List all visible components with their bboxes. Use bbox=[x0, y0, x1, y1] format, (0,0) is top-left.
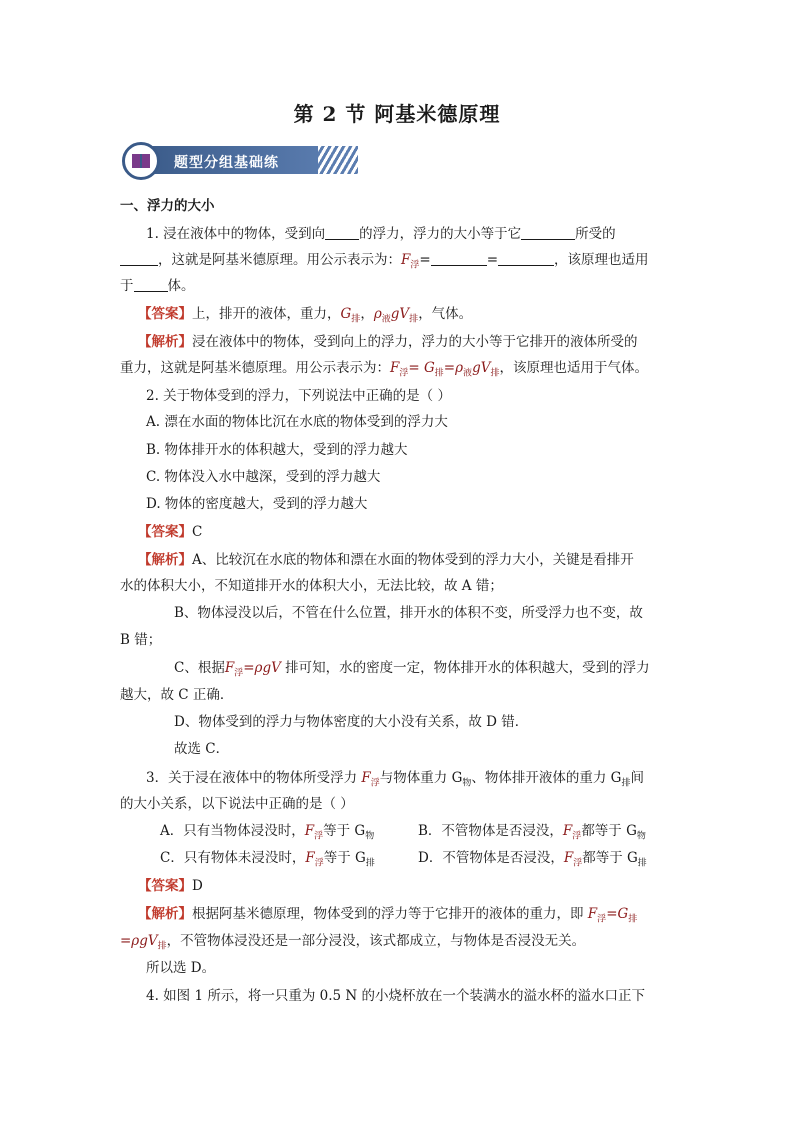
q2-analysis-3: B、物体浸没以后，不管在什么位置，排开水的体积不变，所受浮力也不变，故 bbox=[174, 605, 643, 621]
q3-answer: 【答案】D bbox=[138, 878, 203, 894]
q2-option-b: B. 物体排开水的体积越大，受到的浮力越大 bbox=[146, 442, 408, 458]
q3-analysis-2: =ρgV$_排$，不管物体浸没还是一部分浸没，该式都成立，与物体是否浸没无关。 bbox=[120, 933, 586, 952]
section-banner bbox=[122, 144, 358, 178]
q3-option-b: B．不管物体是否浸没，$F_浮$都等于 $G_物$ bbox=[418, 823, 646, 842]
book-icon bbox=[122, 142, 160, 180]
q1-answer: 【答案】上，排开的液体，重力，$G_排$，$\rho_液gV_排$，气体。 bbox=[138, 306, 473, 325]
page-title: 第 2 节 阿基米德原理 bbox=[293, 102, 501, 126]
q2-analysis-2: 水的体积大小，不知道排开水的体积大小，无法比较，故 A 错； bbox=[120, 578, 503, 594]
q2-analysis-5: C、根据$F_浮=\rho gV$ 排可知，水的密度一定，物体排开水的体积越大，受到的浮力 bbox=[174, 660, 650, 679]
q3-analysis-3: 所以选 D。 bbox=[146, 960, 216, 976]
q2-analysis-8: 故选 C． bbox=[174, 741, 230, 757]
q3-option-c: C．只有物体未浸没时，$F_浮$等于 $G_排$ bbox=[160, 850, 375, 869]
section-heading: 一、浮力的大小 bbox=[120, 198, 215, 214]
banner-stripes bbox=[318, 146, 358, 174]
q2-analysis-6: 越大，故 C 正确． bbox=[120, 687, 234, 703]
q1-analysis-2: 重力，这就是阿基米德原理。用公示表示为：$F_浮= G_排=\rho_液gV_排$，该原理也适用于气体。 bbox=[120, 360, 648, 379]
q2-answer: 【答案】C bbox=[138, 524, 203, 540]
q3-analysis-1: 【解析】根据阿基米德原理，物体受到的浮力等于它排开的液体的重力，即 $F_浮=G_排$ bbox=[138, 906, 638, 925]
banner-label: 题型分组基础练 bbox=[174, 155, 279, 171]
q1-line3: 于 体。 bbox=[120, 278, 195, 294]
q1-line2: ，这就是阿基米德原理。用公示表示为：$F_浮=$ = ，该原理也适用 bbox=[120, 250, 649, 276]
q3-option-a: A．只有当物体浸没时，$F_浮$等于 $G_物$ bbox=[160, 823, 375, 842]
q3-stem-2: 的大小关系，以下说法中正确的是（ ） bbox=[120, 796, 354, 812]
q2-analysis-4: B 错； bbox=[120, 632, 162, 648]
q4-stem-1: 4. 如图 1 所示，将一只重为 0.5 N 的小烧杯放在一个装满水的溢水杯的溢水口正下 bbox=[146, 988, 645, 1004]
q1-line1: 1. 浸在液体中的物体，受到向 的浮力，浮力的大小等于它 所受的 bbox=[146, 226, 616, 242]
q2-option-c: C. 物体没入水中越深，受到的浮力越大 bbox=[146, 469, 381, 485]
q3-stem-1: 3．关于浸在液体中的物体所受浮力 $F_浮$与物体重力 $G_物$、物体排开液体的重力 $G_排$间 bbox=[146, 770, 644, 789]
q1-analysis-1: 【解析】浸在液体中的物体，受到向上的浮力，浮力的大小等于它排开的液体所受的 bbox=[138, 334, 638, 350]
q2-analysis-1: 【解析】A、比较沉在水底的物体和漂在水面的物体受到的浮力大小，关键是看排开 bbox=[138, 552, 634, 568]
q2-stem: 2. 关于物体受到的浮力，下列说法中正确的是（ ） bbox=[146, 388, 451, 404]
q2-option-a: A. 漂在水面的物体比沉在水底的物体受到的浮力大 bbox=[146, 414, 448, 430]
q3-option-d: D．不管物体是否浸没，$F_浮$都等于 $G_排$ bbox=[418, 850, 647, 869]
q2-analysis-7: D、物体受到的浮力与物体密度的大小没有关系，故 D 错． bbox=[174, 714, 529, 730]
q2-option-d: D. 物体的密度越大，受到的浮力越大 bbox=[146, 496, 368, 512]
